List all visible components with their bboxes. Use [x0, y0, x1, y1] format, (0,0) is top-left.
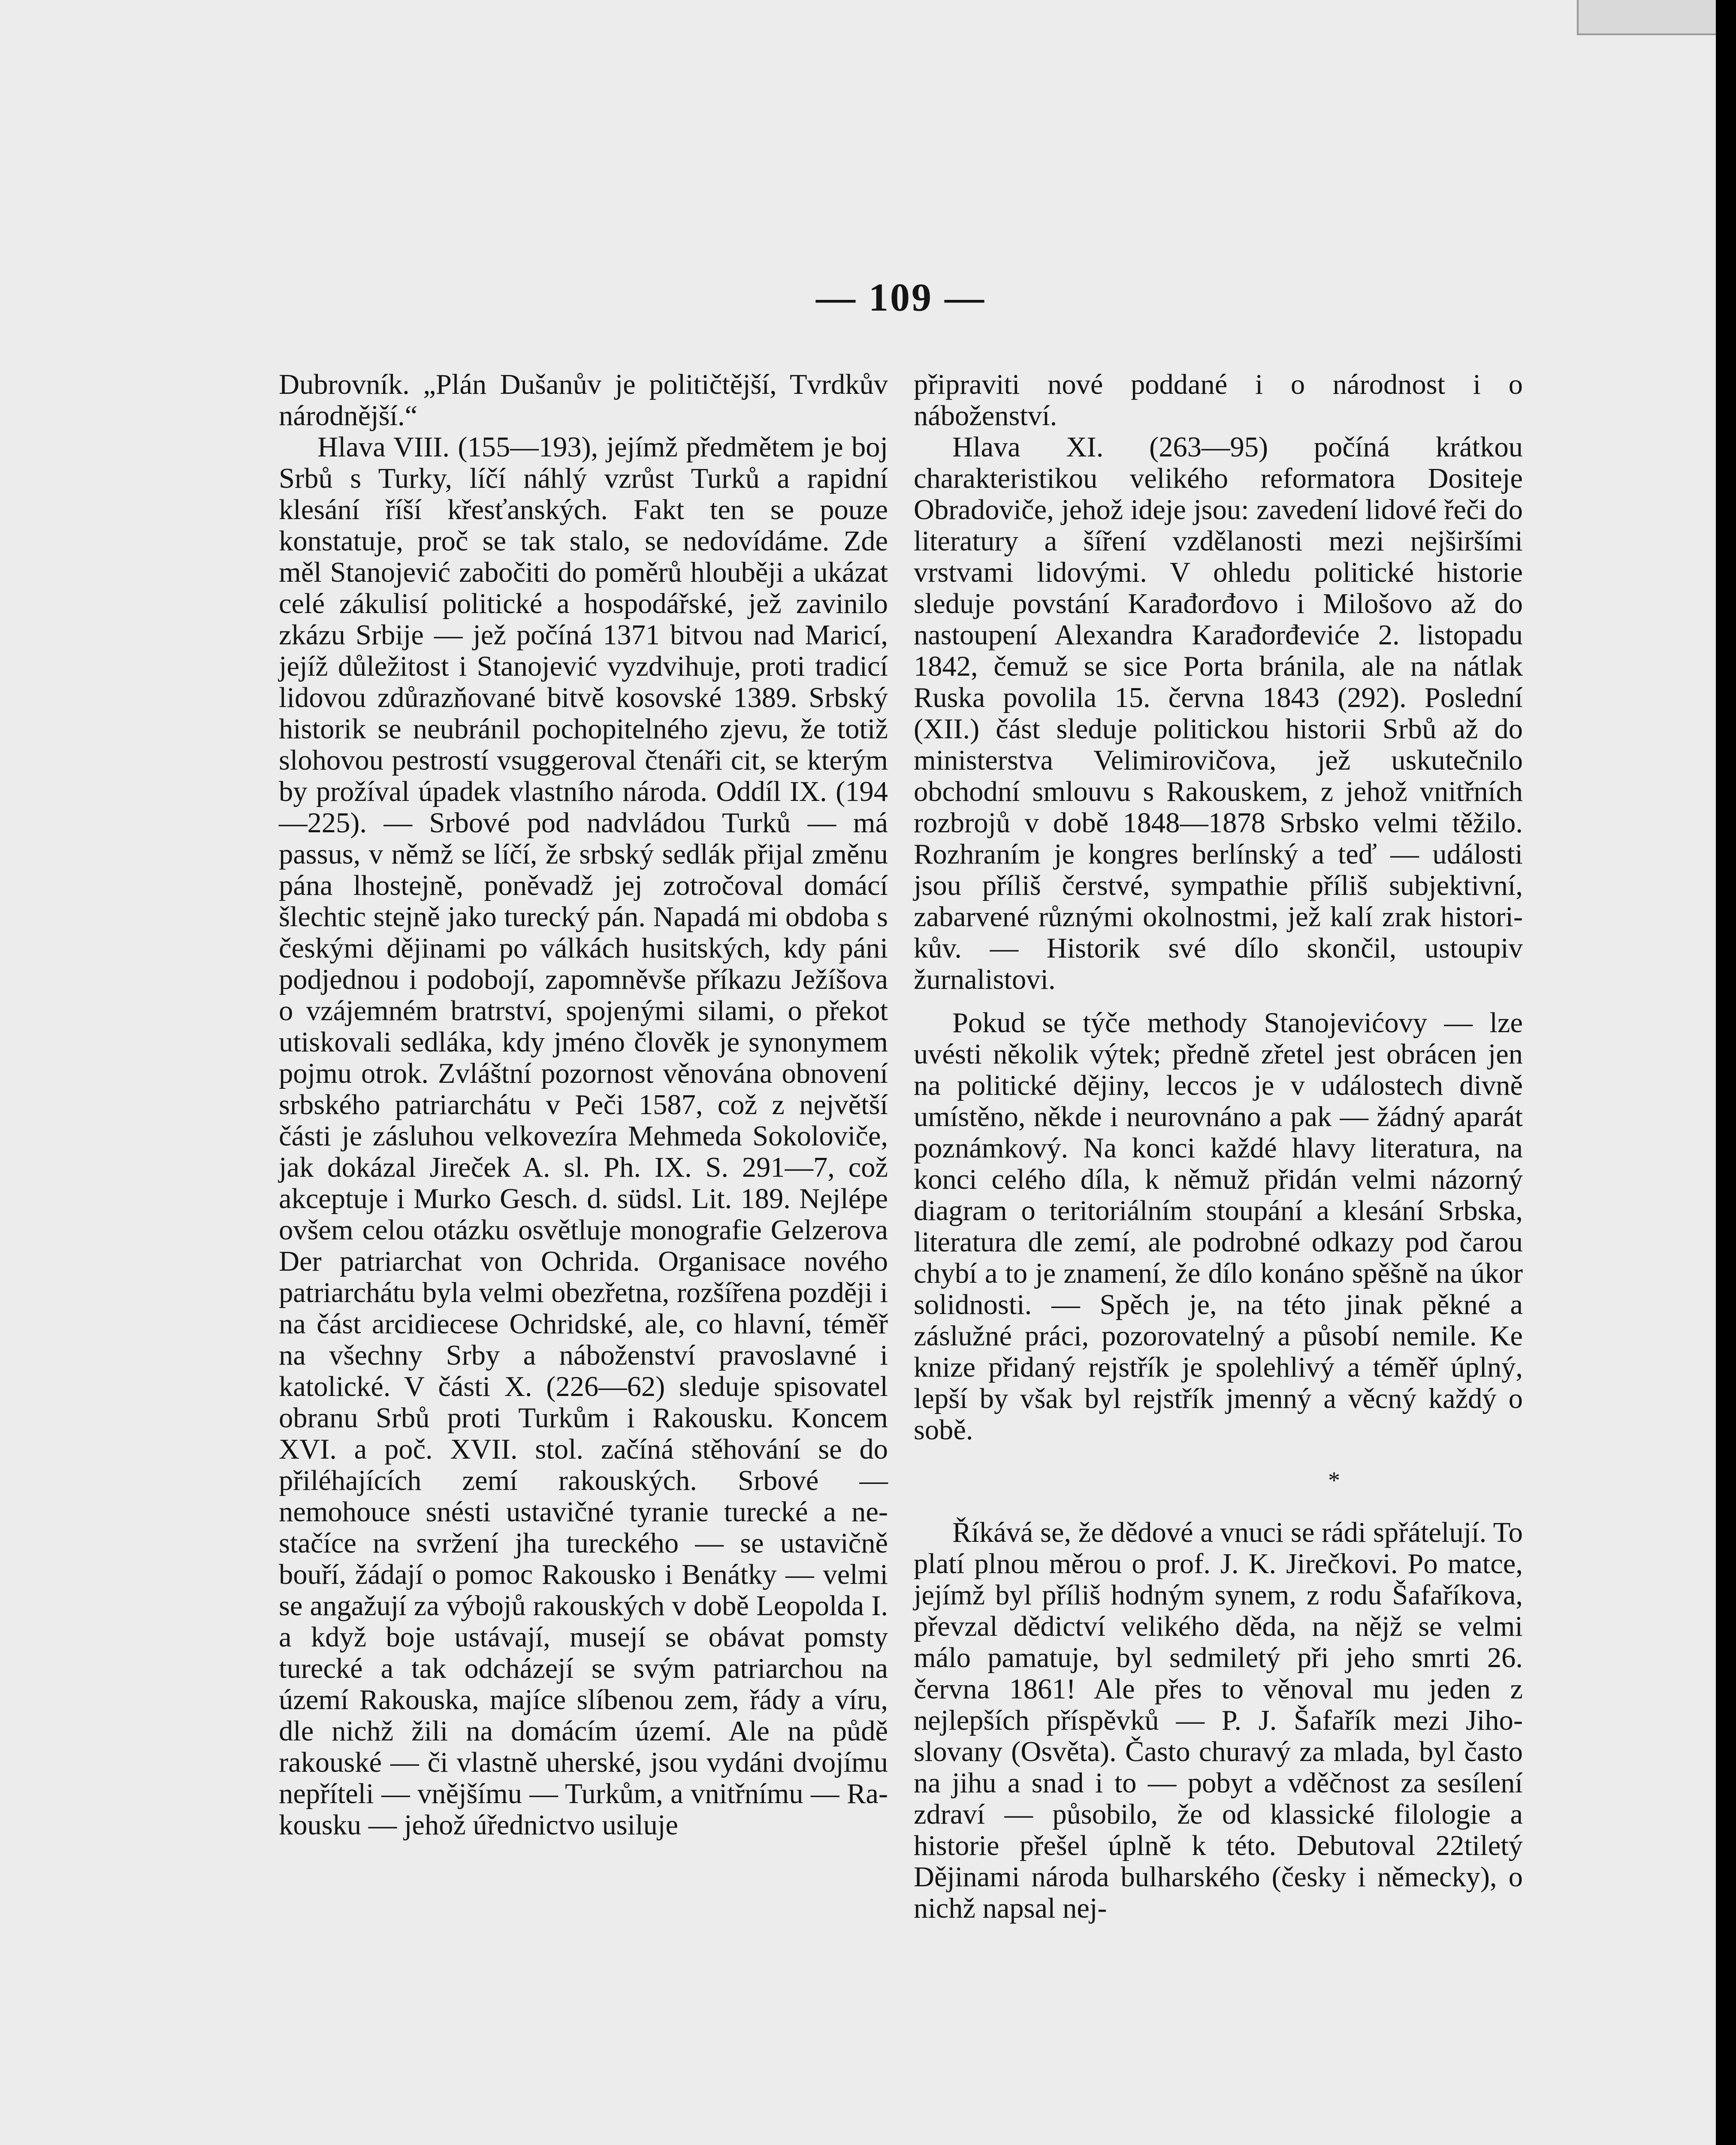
right-column [914, 369, 1523, 1924]
scan-corner-mark [1577, 0, 1716, 35]
paragraph: Pokud se týče methody Stanojevićovy — lze uvésti několik výtek; předně zřetel jest obrácen jen na politické dějiny, leccos je v událostech divně umístěno, někde i neurovnáno a pak — žádný aparát poznámkový. Na konci každé hlavy literatura, na konci celého díla, k němuž přidán velmi názorný diagram o teritoriálním stoupání a klesání Srbska, literatura dle zemí, ale podrobné odkazy pod čarou chybí a to je znamení, že dílo konáno spěšně na úkor solidnosti. — Spěch je, na této jinak pěkné a záslužné práci, pozorovatelný a působí nemile. Ke knize přidaný rejstřík je spolehlivý a téměř úplný, lepší by však byl rejstřík jmenný a věcný každý o sobě. [914, 1007, 1523, 1446]
paragraph: Hlava VIII. (155—193), jejímž předmětem je boj Srbů s Turky, líčí náhlý vzrůst Turků a rapidní klesání říší křesťanských. Fakt ten se pouze konstatuje, proč se tak stalo, se nedovídáme. Zde měl Stanojević zabočiti do poměrů hlouběji a ukázat celé zákulisí politické a hospodářské, jež zavinilo zkázu Srbije — jež počíná 1371 bitvou nad Maricí, jejíž důležitost i Stanojević vyzdvihuje, proti tradicí lidovou zdůrazňované bitvě kosovské 1389. Srbský historik se neubránil pochopitelného zjevu, že totiž slohovou pestrostí vsuggeroval čtenáři cit, se kterým by prožíval úpadek vlastního národa. Oddíl IX. (194—225). — Srbové pod nadvládou Turků — má passus, v němž se líčí, že srbský sedlák přijal změnu pána lhostejně, poněvadž jej zotročoval domácí šlechtic stejně jako turecký pán. Napadá mi obdoba s českými dějinami po válkách husitských, kdy páni podjednou i podobojí, zapomněvše příkazu Ježíšova o vzájemném bratrství, spojenými silami, o překot utiskovali sedláka, kdy jméno člověk je synonymem pojmu otrok. Zvláštní pozornost věnována obnovení srbského patriarchátu v Peči 1587, což z největší části je zásluhou velkovezíra Mehmeda Sokoloviče, jak dokázal Jireček A. sl. Ph. IX. S. 291—7, což akceptuje i Murko Gesch. d. südsl. Lit. 189. Nejlépe ovšem celou otázku osvětluje monografie Gelzerova Der patriarchat von Ochrida. Organisace nového patriarchátu byla velmi obezřetna, rozšířena později i na část arcidiecese Ochridské, ale, co hlavní, téměř na všechny Srby a náboženství pravoslavné i katolické. V části X. (226—62) sleduje spisovatel obranu Srbů proti Turkům i Rakousku. Koncem XVI. a poč. XVII. stol. začíná stěhování se do přiléhajících zemí rakouských. Srbové — nemohouce snésti ustavičné tyranie turecké a nestačíce na svržení jha tureckého — se ustavičně bouří, žádají o pomoc Rakousko i Benátky — velmi se angažují za výbojů rakouských v době Leopolda I. a když boje ustávají, musejí se obávat pomsty turecké a tak odcházejí se svým patriarchou na území Rakouska, majíce slíbenou zem, řády a víru, dle nichž žili na domácím území. Ale na půdě rakouské — či vlastně uherské, jsou vydáni dvojímu nepříteli — vnějšímu — Turkům, a vnitřnímu — Rakousku — jehož úřednictvo usiluje [279, 432, 888, 1841]
section-separator: * [1328, 1467, 1340, 1494]
scan-edge-shadow [1716, 0, 1736, 2145]
paragraph: Hlava XI. (263—95) počíná krátkou charakteristikou velikého reformatora Dositeje Obradoviče, jehož ideje jsou: zavedení lidové řeči do literatury a šíření vzdělanosti mezi nejširšími vrstvami lidovými. V ohledu politické historie sleduje povstání Karađorđovo i Milošovo až do nastoupení Alexandra Karađorđeviće 2. listopadu 1842, čemuž se sice Porta bránila, ale na nátlak Ruska povolila 15. června 1843 (292). Poslední (XII.) část sleduje politickou historii Srbů až do ministerstva Velimirovičova, jež uskutečnilo obchodní smlouvu s Rakouskem, z jehož vnitřních rozbrojů v době 1848—1878 Srbsko velmi těžilo. Rozhraním je kongres berlínský a teď — události jsou příliš čerstvé, sympathie příliš subjektivní, zabarvené různými okolnostmi, jež kalí zrak historikův. — Historik své dílo skončil, ustoupiv žurnalistovi. [914, 432, 1523, 995]
page-number: — 109 — [816, 275, 986, 319]
paragraph: připraviti nové poddané i o národnost i o náboženství. [914, 369, 1523, 432]
paragraph: Říkává se, že dědové a vnuci se rádi spřátelují. To platí plnou měrou o prof. J. K. Jirečkovi. Po matce, jejímž byl příliš hodným synem, z rodu Šafaříkova, převzal dědictví velikého děda, na nějž se velmi málo pamatuje, byl sedmiletý při jeho smrti 26. června 1861! Ale přes to věnoval mu jeden z nejlepších příspěvků — P. J. Šafařík mezi Jihoslovany (Osvěta). Často churavý za mlada, byl často na jihu a snad i to — pobyt a vděčnost za sesílení zdraví — působilo, že od klassické filologie a historie přešel úplně k této. Debutoval 22tiletý Dějinami národa bulharského (česky i německy), o nichž napsal nej- [914, 1517, 1523, 1924]
left-column [279, 369, 888, 1841]
paragraph: Dubrovník. „Plán Dušanův je političtější, Tvrdkův národnější.“ [279, 369, 888, 432]
